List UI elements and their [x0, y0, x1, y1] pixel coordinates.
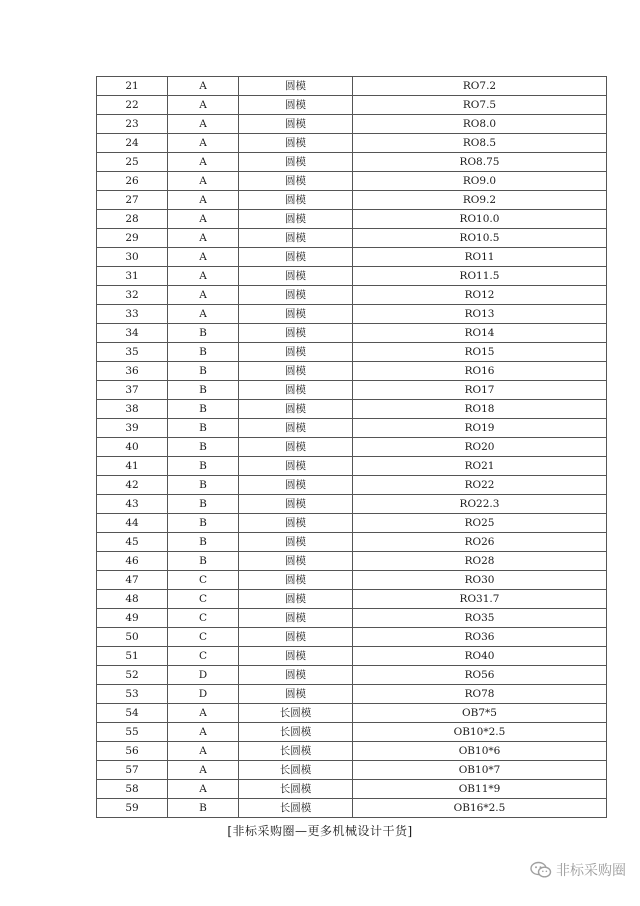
row-number-cell: 56 — [97, 742, 168, 761]
table-body — [97, 77, 607, 818]
row-number-cell: 43 — [97, 495, 168, 514]
mold-type-cell: 圆模 — [239, 571, 353, 590]
model-code-cell: RO22 — [353, 476, 607, 495]
mold-type-cell: 圆模 — [239, 552, 353, 571]
row-number-cell: 50 — [97, 628, 168, 647]
model-code-cell: RO78 — [353, 685, 607, 704]
model-code-cell: OB10*2.5 — [353, 723, 607, 742]
grade-cell: A — [168, 723, 239, 742]
grade-cell: C — [168, 647, 239, 666]
mold-type-cell: 圆模 — [239, 419, 353, 438]
model-code-cell: RO9.2 — [353, 191, 607, 210]
mold-type-cell: 圆模 — [239, 96, 353, 115]
model-code-cell: OB16*2.5 — [353, 799, 607, 818]
table-row — [97, 514, 607, 533]
grade-cell: A — [168, 704, 239, 723]
grade-cell: B — [168, 799, 239, 818]
table-row — [97, 533, 607, 552]
table-row — [97, 191, 607, 210]
model-code-cell: RO8.5 — [353, 134, 607, 153]
table-row — [97, 172, 607, 191]
grade-cell: B — [168, 457, 239, 476]
table-row — [97, 153, 607, 172]
row-number-cell: 37 — [97, 381, 168, 400]
mold-type-cell: 圆模 — [239, 134, 353, 153]
model-code-cell: RO8.0 — [353, 115, 607, 134]
row-number-cell: 51 — [97, 647, 168, 666]
model-code-cell: RO12 — [353, 286, 607, 305]
mold-type-cell: 圆模 — [239, 476, 353, 495]
row-number-cell: 48 — [97, 590, 168, 609]
row-number-cell: 23 — [97, 115, 168, 134]
mold-type-cell: 圆模 — [239, 172, 353, 191]
model-code-cell: RO16 — [353, 362, 607, 381]
grade-cell: B — [168, 514, 239, 533]
row-number-cell: 33 — [97, 305, 168, 324]
table-row — [97, 77, 607, 96]
row-number-cell: 25 — [97, 153, 168, 172]
table-row — [97, 495, 607, 514]
table-row — [97, 571, 607, 590]
row-number-cell: 22 — [97, 96, 168, 115]
table-row — [97, 438, 607, 457]
table-row — [97, 666, 607, 685]
mold-type-cell: 圆模 — [239, 343, 353, 362]
table-row — [97, 134, 607, 153]
model-code-cell: RO10.5 — [353, 229, 607, 248]
model-code-cell: RO18 — [353, 400, 607, 419]
mold-type-cell: 圆模 — [239, 248, 353, 267]
mold-type-cell: 圆模 — [239, 305, 353, 324]
model-code-cell: RO22.3 — [353, 495, 607, 514]
grade-cell: A — [168, 134, 239, 153]
caption: [非标采购圈—更多机械设计干货] — [227, 824, 413, 838]
table-row — [97, 286, 607, 305]
table-row — [97, 248, 607, 267]
model-code-cell: RO17 — [353, 381, 607, 400]
table-row — [97, 381, 607, 400]
mold-type-cell: 圆模 — [239, 609, 353, 628]
mold-type-cell: 圆模 — [239, 495, 353, 514]
row-number-cell: 45 — [97, 533, 168, 552]
model-code-cell: OB10*6 — [353, 742, 607, 761]
table-row — [97, 704, 607, 723]
row-number-cell: 29 — [97, 229, 168, 248]
row-number-cell: 35 — [97, 343, 168, 362]
mold-spec-table — [96, 76, 607, 818]
row-number-cell: 58 — [97, 780, 168, 799]
table-row — [97, 210, 607, 229]
mold-type-cell: 圆模 — [239, 115, 353, 134]
model-code-cell: RO30 — [353, 571, 607, 590]
mold-type-cell: 圆模 — [239, 685, 353, 704]
grade-cell: C — [168, 571, 239, 590]
model-code-cell: RO36 — [353, 628, 607, 647]
table-row — [97, 305, 607, 324]
model-code-cell: OB7*5 — [353, 704, 607, 723]
row-number-cell: 24 — [97, 134, 168, 153]
mold-type-cell: 长圆模 — [239, 742, 353, 761]
row-number-cell: 39 — [97, 419, 168, 438]
model-code-cell: RO40 — [353, 647, 607, 666]
grade-cell: B — [168, 324, 239, 343]
grade-cell: A — [168, 305, 239, 324]
table-row — [97, 362, 607, 381]
model-code-cell: RO9.0 — [353, 172, 607, 191]
mold-type-cell: 圆模 — [239, 362, 353, 381]
watermark-text: 非标采购圈 — [556, 863, 626, 879]
model-code-cell: RO13 — [353, 305, 607, 324]
grade-cell: B — [168, 495, 239, 514]
table-row — [97, 229, 607, 248]
table-row — [97, 609, 607, 628]
grade-cell: A — [168, 780, 239, 799]
row-number-cell: 44 — [97, 514, 168, 533]
row-number-cell: 34 — [97, 324, 168, 343]
grade-cell: A — [168, 115, 239, 134]
grade-cell: A — [168, 210, 239, 229]
model-code-cell: RO28 — [353, 552, 607, 571]
row-number-cell: 42 — [97, 476, 168, 495]
row-number-cell: 57 — [97, 761, 168, 780]
mold-type-cell: 圆模 — [239, 381, 353, 400]
table-row — [97, 324, 607, 343]
row-number-cell: 52 — [97, 666, 168, 685]
mold-type-cell: 圆模 — [239, 191, 353, 210]
row-number-cell: 59 — [97, 799, 168, 818]
table-row — [97, 685, 607, 704]
grade-cell: C — [168, 628, 239, 647]
mold-type-cell: 圆模 — [239, 438, 353, 457]
watermark — [530, 860, 626, 880]
grade-cell: A — [168, 742, 239, 761]
row-number-cell: 40 — [97, 438, 168, 457]
grade-cell: B — [168, 381, 239, 400]
table-row — [97, 115, 607, 134]
grade-cell: B — [168, 419, 239, 438]
grade-cell: A — [168, 172, 239, 191]
mold-type-cell: 长圆模 — [239, 799, 353, 818]
model-code-cell: RO21 — [353, 457, 607, 476]
model-code-cell: RO8.75 — [353, 153, 607, 172]
mold-type-cell: 长圆模 — [239, 780, 353, 799]
table-row — [97, 780, 607, 799]
mold-type-cell: 圆模 — [239, 514, 353, 533]
model-code-cell: RO14 — [353, 324, 607, 343]
grade-cell: B — [168, 533, 239, 552]
grade-cell: A — [168, 248, 239, 267]
model-code-cell: RO7.5 — [353, 96, 607, 115]
table-row — [97, 267, 607, 286]
model-code-cell: RO10.0 — [353, 210, 607, 229]
model-code-cell: RO26 — [353, 533, 607, 552]
row-number-cell: 54 — [97, 704, 168, 723]
table-row — [97, 476, 607, 495]
model-code-cell: RO11 — [353, 248, 607, 267]
table-row — [97, 590, 607, 609]
grade-cell: C — [168, 609, 239, 628]
model-code-cell: RO20 — [353, 438, 607, 457]
mold-type-cell: 圆模 — [239, 590, 353, 609]
grade-cell: A — [168, 286, 239, 305]
grade-cell: A — [168, 77, 239, 96]
grade-cell: C — [168, 590, 239, 609]
row-number-cell: 41 — [97, 457, 168, 476]
wechat-icon — [530, 861, 552, 879]
mold-type-cell: 圆模 — [239, 457, 353, 476]
mold-type-cell: 圆模 — [239, 267, 353, 286]
table-row — [97, 96, 607, 115]
row-number-cell: 32 — [97, 286, 168, 305]
mold-type-cell: 长圆模 — [239, 704, 353, 723]
mold-type-cell: 圆模 — [239, 229, 353, 248]
model-code-cell: RO11.5 — [353, 267, 607, 286]
mold-type-cell: 圆模 — [239, 286, 353, 305]
grade-cell: A — [168, 229, 239, 248]
mold-type-cell: 圆模 — [239, 400, 353, 419]
row-number-cell: 27 — [97, 191, 168, 210]
row-number-cell: 49 — [97, 609, 168, 628]
table-row — [97, 400, 607, 419]
grade-cell: A — [168, 153, 239, 172]
row-number-cell: 28 — [97, 210, 168, 229]
row-number-cell: 36 — [97, 362, 168, 381]
grade-cell: A — [168, 267, 239, 286]
grade-cell: B — [168, 552, 239, 571]
row-number-cell: 46 — [97, 552, 168, 571]
grade-cell: D — [168, 666, 239, 685]
table-row — [97, 343, 607, 362]
model-code-cell: OB11*9 — [353, 780, 607, 799]
grade-cell: A — [168, 191, 239, 210]
row-number-cell: 53 — [97, 685, 168, 704]
table-row — [97, 419, 607, 438]
row-number-cell: 31 — [97, 267, 168, 286]
table-row — [97, 457, 607, 476]
model-code-cell: RO56 — [353, 666, 607, 685]
table-row — [97, 761, 607, 780]
model-code-cell: RO31.7 — [353, 590, 607, 609]
grade-cell: A — [168, 761, 239, 780]
table-row — [97, 723, 607, 742]
model-code-cell: OB10*7 — [353, 761, 607, 780]
table-row — [97, 628, 607, 647]
row-number-cell: 55 — [97, 723, 168, 742]
mold-type-cell: 圆模 — [239, 647, 353, 666]
row-number-cell: 26 — [97, 172, 168, 191]
model-code-cell: RO19 — [353, 419, 607, 438]
grade-cell: D — [168, 685, 239, 704]
table-row — [97, 742, 607, 761]
row-number-cell: 47 — [97, 571, 168, 590]
mold-type-cell: 圆模 — [239, 324, 353, 343]
mold-type-cell: 圆模 — [239, 533, 353, 552]
grade-cell: B — [168, 438, 239, 457]
model-code-cell: RO15 — [353, 343, 607, 362]
row-number-cell: 21 — [97, 77, 168, 96]
table-row — [97, 799, 607, 818]
grade-cell: B — [168, 362, 239, 381]
grade-cell: B — [168, 343, 239, 362]
mold-type-cell: 圆模 — [239, 153, 353, 172]
grade-cell: B — [168, 476, 239, 495]
model-code-cell: RO25 — [353, 514, 607, 533]
mold-type-cell: 圆模 — [239, 210, 353, 229]
table-row — [97, 552, 607, 571]
row-number-cell: 38 — [97, 400, 168, 419]
model-code-cell: RO35 — [353, 609, 607, 628]
table-row — [97, 647, 607, 666]
mold-type-cell: 长圆模 — [239, 723, 353, 742]
mold-type-cell: 长圆模 — [239, 761, 353, 780]
row-number-cell: 30 — [97, 248, 168, 267]
mold-type-cell: 圆模 — [239, 77, 353, 96]
grade-cell: A — [168, 96, 239, 115]
mold-type-cell: 圆模 — [239, 628, 353, 647]
mold-type-cell: 圆模 — [239, 666, 353, 685]
model-code-cell: RO7.2 — [353, 77, 607, 96]
grade-cell: B — [168, 400, 239, 419]
